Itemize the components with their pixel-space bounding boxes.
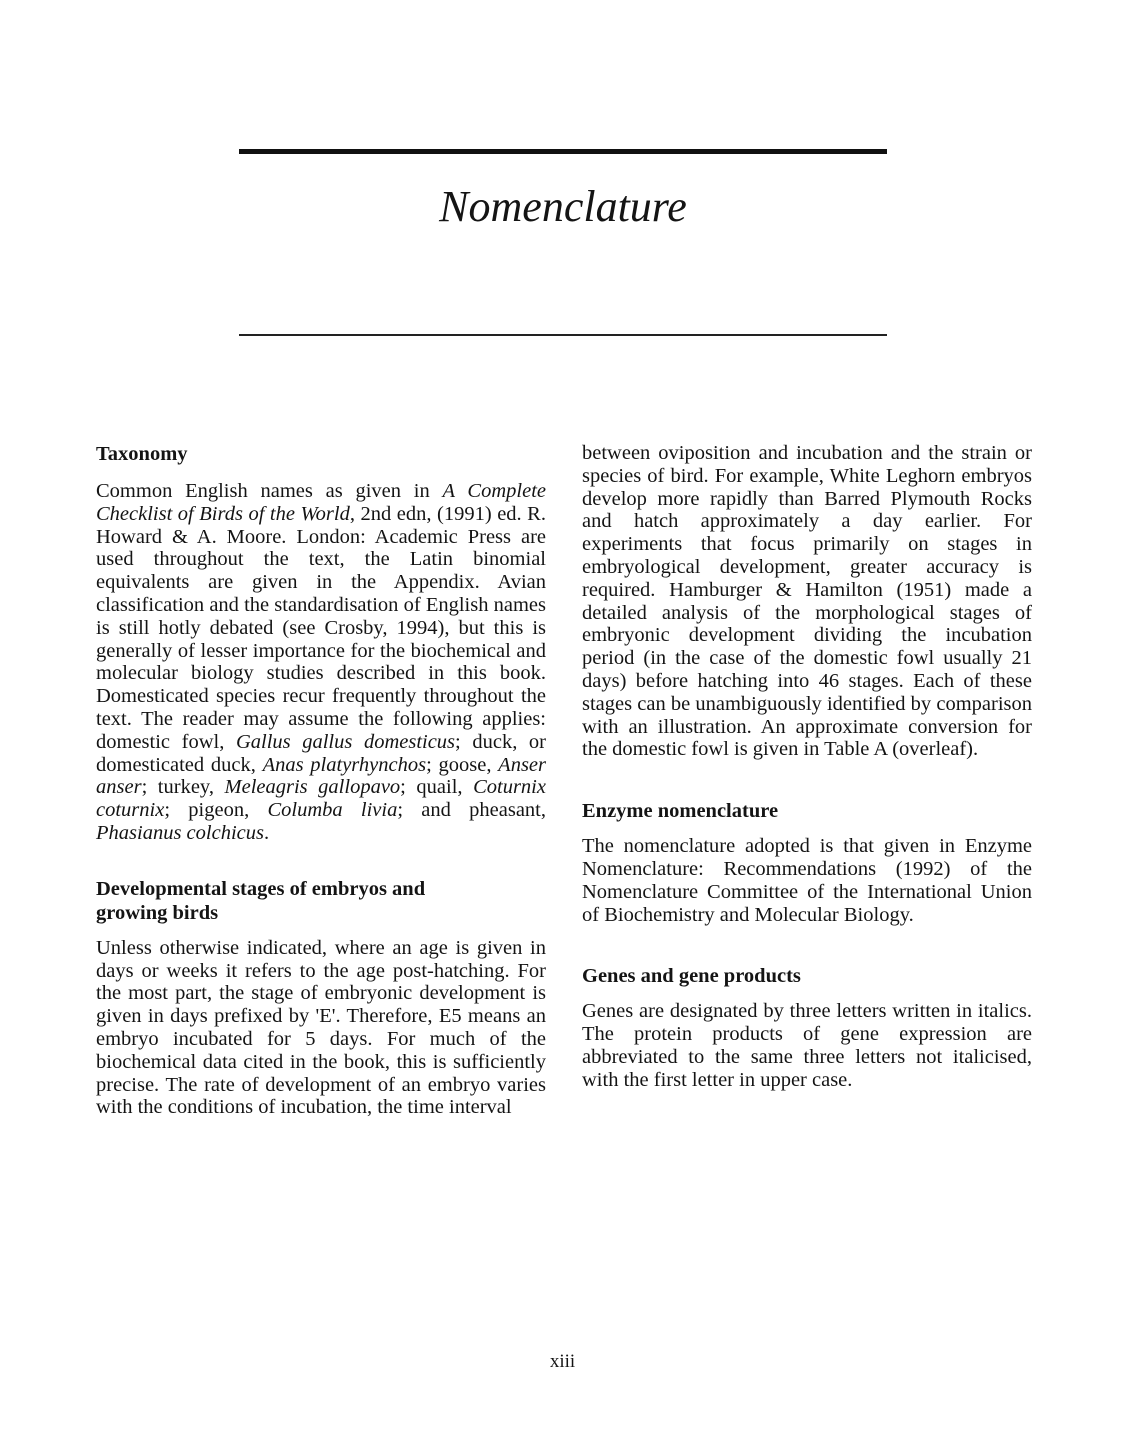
top-thick-rule xyxy=(239,149,887,154)
enzyme-paragraph: The nomenclature adopted is that given in Enzyme Nomenclature: Recommendations (1992) of the Nomenclature Committee of the International Union of Biochemistry and Molecular Biology. xyxy=(582,835,1032,926)
taxonomy-text-7: ; pigeon, xyxy=(164,799,268,822)
taxonomy-text-2: , 2nd edn, (1991) ed. R. Howard & A. Moore. London: Academic Press are used throughout the text, the Latin binomial equivalents are given in the Appendix. Avian classification and the standardisation of English names is still hotly debated (see Crosby, 1994), but this is generally of lesser importance for the biochemical and molecular biology studies described in this book. Domesticated species recur frequently throughout the text. The reader may assume the following applies: domestic fowl, xyxy=(96,502,546,753)
species-quail: Coturnix coturnix xyxy=(96,776,546,822)
taxonomy-paragraph xyxy=(96,480,546,845)
taxonomy-text-1: Common English names as given in xyxy=(96,480,443,502)
species-domestic-fowl: Gallus gallus domesticus xyxy=(235,730,456,753)
taxonomy-text-5: ; turkey, xyxy=(141,776,225,799)
enzyme-heading: Enzyme nomenclature xyxy=(582,800,779,823)
taxonomy-text-6: ; quail, xyxy=(400,776,474,799)
taxonomy-text-8: ; and pheasant, xyxy=(397,799,547,822)
taxonomy-text-9: . xyxy=(263,821,270,844)
taxonomy-text-3: ; duck, or domesticated duck, xyxy=(96,730,547,776)
taxonomy-heading: Taxonomy xyxy=(96,443,188,465)
taxonomy-text-4: ; goose, xyxy=(426,753,499,776)
developmental-paragraph-left: Unless otherwise indicated, where an age is given in days or weeks it refers to the age post-hatching. For the most part, the stage of embryonic development is given in days prefixed by 'E'. Therefore, E5 means an embryo incubated for 5 days. For much of the biochemical data cited in the book, this is sufficiently precise. The rate of development of an embryo varies with the conditions of incubation, the time interval xyxy=(96,936,546,1119)
developmental-paragraph-right: between oviposition and incubation and the strain or species of bird. For example, White Leghorn embryos develop more rapidly than Barred Plymouth Rocks and hatch approximately a day earlier. For experiments that focus primarily on stages in embryological development, greater accuracy is required. Hamburger & Hamilton (1951) made a detailed analysis of the morphological stages of embryonic development dividing the incubation period (in the case of the domestic fowl usually 21 days) before hatching into 46 stages. Each of these stages can be unambiguously identified by comparison with an illustration. An approximate conversion for the domestic fowl is given in Table A (overleaf). xyxy=(582,442,1032,761)
species-pheasant: Phasianus colchicus xyxy=(96,821,264,844)
right-column xyxy=(582,442,1032,1092)
title-underline-rule xyxy=(239,334,887,336)
checklist-title: A Complete Checklist of Birds of the World xyxy=(96,480,547,525)
species-goose: Anser anser xyxy=(96,753,546,799)
chapter-title: Nomenclature xyxy=(439,182,687,231)
species-turkey: Meleagris gallopavo xyxy=(224,776,401,799)
genes-paragraph: Genes are designated by three letters written in italics. The protein products of gene expression are abbreviated to the same three letters not italicised, with the first letter in upper case. xyxy=(582,1000,1032,1091)
species-duck: Anas platyrhynchos xyxy=(262,753,427,776)
developmental-heading: Developmental stages of embryos and growing birds xyxy=(96,877,426,924)
left-column xyxy=(96,442,546,1119)
page-number: xiii xyxy=(549,1351,576,1372)
genes-heading: Genes and gene products xyxy=(582,965,801,988)
species-pigeon: Columba livia xyxy=(267,799,398,822)
